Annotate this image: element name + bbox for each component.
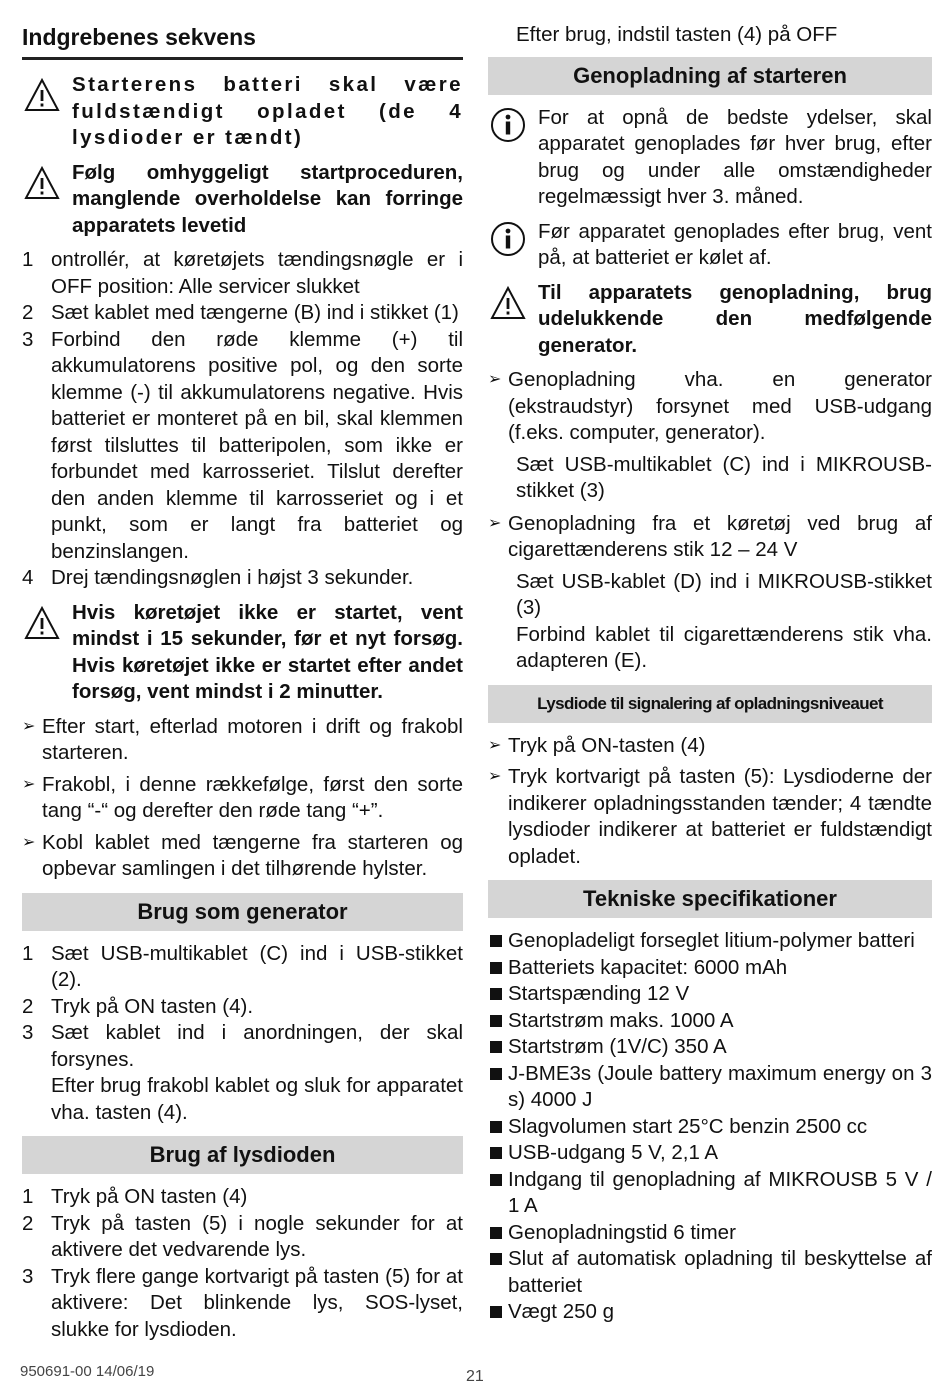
list-item: ➢ Tryk på ON-tasten (4) xyxy=(488,733,932,760)
list-item: ➢ Tryk kortvarigt på tasten (5): Lysdioderne der indikerer opladningsstanden tænder; 4 tændte lysdioder indikerer at batteriet er fuldstændigt opladet. xyxy=(488,765,932,868)
sequence-steps xyxy=(22,247,463,592)
section-bar-recharge: Genopladning af starteren xyxy=(488,57,932,95)
spec-item: Indgang til genopladning af MIKROUSB 5 V / 1 A xyxy=(488,1167,932,1220)
spec-item: Genopladeligt forseglet litium-polymer batteri xyxy=(488,928,932,955)
spec-item: Startstrøm (1V/C) 350 A xyxy=(488,1034,932,1061)
top-note: Efter brug, indstil tasten (4) på OFF xyxy=(516,23,838,46)
section-bar-led: Brug af lysdioden xyxy=(22,1136,463,1174)
square-bullet-icon xyxy=(490,1253,502,1265)
warning-icon xyxy=(24,606,60,640)
spec-item: J-BME3s (Joule battery maximum energy on 3 s) 4000 J xyxy=(488,1061,932,1114)
right-column xyxy=(488,22,932,1326)
warning-retry: Hvis køretøjet ikke er startet, vent mindst i 15 sekunder, før et nyt forsøg. Hvis køretøjet ikke er startet efter andet forsøg, vent mindst i 2 minutter. xyxy=(22,600,463,706)
left-column xyxy=(22,20,463,1343)
section-bar-specs: Tekniske specifikationer xyxy=(488,880,932,918)
square-bullet-icon xyxy=(490,1015,502,1027)
list-item: ➢ Genopladning fra et køretøj ved brug af cigarettænderens stik 12 – 24 V xyxy=(488,511,932,561)
list-item: ➢ Frakobl, i denne rækkefølge, først den sorte tang “-“ og derefter den røde tang “+”. xyxy=(22,772,463,822)
info-icon xyxy=(490,221,526,257)
generator-sub-step: Sæt USB-multikablet (C) ind i MIKROUSB-stikket (3) xyxy=(516,452,932,502)
arrow-bullet-icon: ➢ xyxy=(22,833,36,851)
info-recharge-frequency: For at opnå de bedste ydelser, skal apparatet genoplades før hver brug, efter brug og under alle omstændigheder regelmæssigt hver 3. måned. xyxy=(488,105,932,211)
square-bullet-icon xyxy=(490,1041,502,1053)
arrow-bullet-icon: ➢ xyxy=(488,514,502,532)
spec-item: USB-udgang 5 V, 2,1 A xyxy=(488,1140,932,1167)
list-item: 2 Tryk på tasten (5) i nogle sekunder for at aktivere det vedvarende lys. xyxy=(22,1211,463,1261)
square-bullet-icon xyxy=(490,935,502,947)
vehicle-sub-step: Forbind kablet til cigarettænderens stik vha. adapteren (E). xyxy=(516,622,932,672)
list-item: 3 Sæt kablet ind i anordningen, der skal forsynes. xyxy=(22,1021,463,1071)
square-bullet-icon xyxy=(490,962,502,974)
list-item: 2 Sæt kablet med tængerne (B) ind i stikket (1) xyxy=(22,301,459,324)
square-bullet-icon xyxy=(490,1147,502,1159)
spec-item: Batteriets kapacitet: 6000 mAh xyxy=(488,955,932,982)
warning-generator-only: Til apparatets genopladning, brug udelukkende den medfølgende generator. xyxy=(488,280,932,360)
spec-item: Slagvolumen start 25°C benzin 2500 cc xyxy=(488,1114,932,1141)
vehicle-sub-step: Sæt USB-kablet (D) ind i MIKROUSB-stikket (3) xyxy=(516,569,932,619)
list-item: 3 Tryk flere gange kortvarigt på tasten (5) for at aktivere: Det blinkende lys, SOS-lyset, slukke for lysdioden. xyxy=(22,1264,463,1341)
info-icon xyxy=(490,107,526,143)
list-item: 1 ontrollér, at køretøjets tændingsnøgle er i OFF position: Alle servicer slukket xyxy=(22,248,463,298)
list-item: ➢ Genopladning vha. en generator (ekstraudstyr) forsynet med USB-udgang (f.eks. computer, generator). xyxy=(488,368,932,444)
spec-list xyxy=(488,928,932,1326)
warning-icon xyxy=(24,166,60,200)
section-title-sequence: Indgrebenes sekvens xyxy=(22,24,256,50)
list-item: 3 Forbind den røde klemme (+) til akkumulatorens positive pol, og den sorte klemme (-) til akkumulatorens negative. Hvis batteriet er monteret på en bil, skal klemmen først tilsluttes til batteripolen, som ikke er forbundet med karrosseriet. Tilslut derefter den anden klemme til karrosseriet og i et punkt, som er langt fra batteriet og benzinslangen. xyxy=(22,327,463,563)
arrow-bullet-icon: ➢ xyxy=(488,371,502,388)
section-bar-generator: Brug som generator xyxy=(22,893,463,931)
square-bullet-icon xyxy=(490,1174,502,1186)
section-bar-led-level: Lysdiode til signalering af opladningsniveauet xyxy=(488,685,932,723)
info-cool-down: Før apparatet genoplades efter brug, vent på, at batteriet er kølet af. xyxy=(488,219,932,272)
title-rule xyxy=(22,57,463,60)
warning-icon xyxy=(490,286,526,320)
list-item: 1 Sæt USB-multikablet (C) ind i USB-stikket (2). xyxy=(22,941,463,991)
spec-item: Slut af automatisk opladning til beskyttelse af batteriet xyxy=(488,1246,932,1299)
generator-note: Efter brug frakobl kablet og sluk for apparatet vha. tasten (4). xyxy=(51,1074,463,1124)
spec-item: Genopladningstid 6 timer xyxy=(488,1220,932,1247)
list-item: 4 Drej tændingsnøglen i højst 3 sekunder. xyxy=(22,566,414,589)
square-bullet-icon xyxy=(490,1121,502,1133)
list-item: 2 Tryk på ON tasten (4). xyxy=(22,994,254,1018)
arrow-bullet-icon: ➢ xyxy=(488,768,502,785)
spec-item: Startstrøm maks. 1000 A xyxy=(488,1008,932,1035)
warning-icon xyxy=(24,78,60,112)
square-bullet-icon xyxy=(490,1227,502,1239)
spec-item: Startspænding 12 V xyxy=(488,981,932,1008)
list-item: ➢ Efter start, efterlad motoren i drift og frakobl starteren. xyxy=(22,714,463,764)
arrow-bullet-icon: ➢ xyxy=(488,736,502,754)
square-bullet-icon xyxy=(490,1068,502,1080)
square-bullet-icon xyxy=(490,1306,502,1318)
page-number: 21 xyxy=(466,1368,484,1385)
square-bullet-icon xyxy=(490,988,502,1000)
spec-item: Vægt 250 g xyxy=(488,1299,932,1326)
document-code: 950691-00 14/06/19 xyxy=(20,1363,155,1380)
arrow-bullet-icon: ➢ xyxy=(22,775,36,793)
list-item: ➢ Kobl kablet med tængerne fra starteren og opbevar samlingen i det tilhørende hylster. xyxy=(22,830,463,880)
warning-battery-charged: Starterens batteri skal være fuldstændigt opladet (de 4 lysdioder er tændt) xyxy=(22,72,463,152)
list-item: 1 Tryk på ON tasten (4) xyxy=(22,1185,248,1208)
warning-procedure: Følg omhyggeligt startproceduren, manglende overholdelse kan forringe apparatets levetid xyxy=(22,160,463,240)
arrow-bullet-icon: ➢ xyxy=(22,717,36,735)
